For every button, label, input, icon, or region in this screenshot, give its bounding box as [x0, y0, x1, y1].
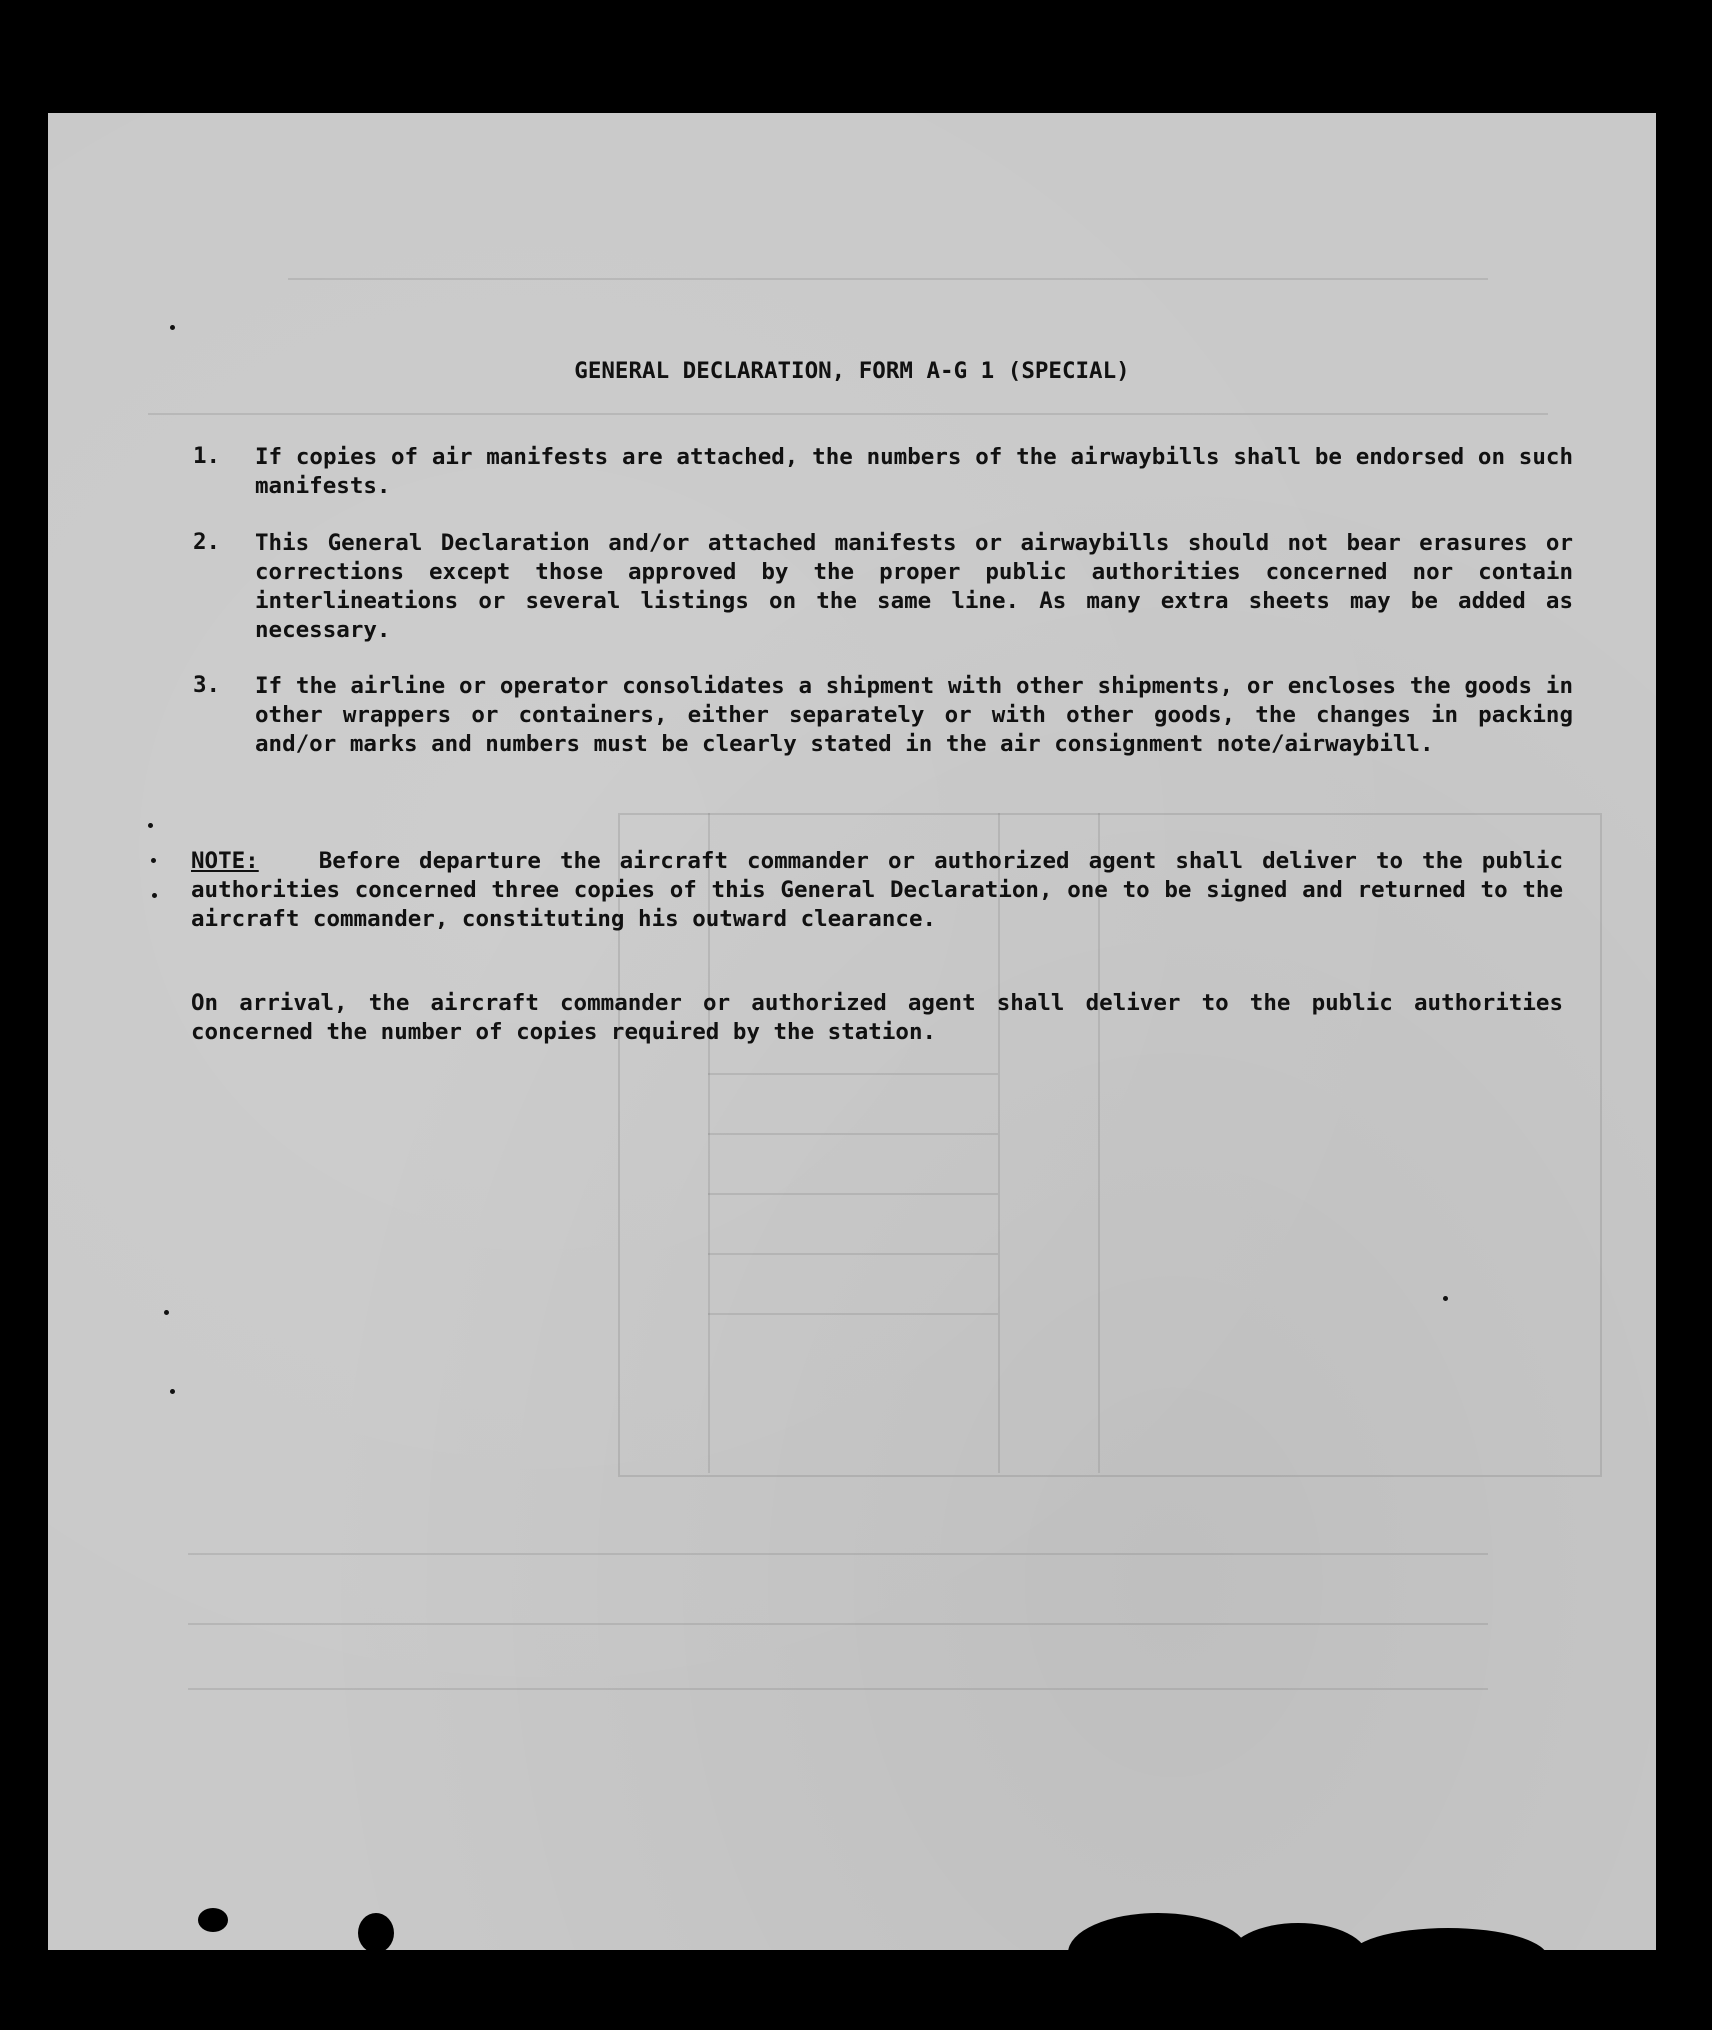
note-label: NOTE: [191, 848, 259, 874]
item-text: This General Declaration and/or attached manifests or airwaybills should not bear erasures or corrections except those approved by the proper public authorities concerned nor contain interlineations or several listings on the same line. As many extra sheets may be added as necessary. [255, 530, 1573, 643]
item-text: If the airline or operator consolidates a shipment with other shipments, or encloses the goods in other wrappers or containers, either separately or with other goods, the changes in packing and/or marks and numbers must be clearly stated in the air consignment note/airwaybill. [255, 673, 1573, 757]
item-number: 3. [193, 672, 221, 698]
declaration-text [48, 113, 1656, 1950]
list-item [193, 529, 1573, 645]
page-title: GENERAL DECLARATION, FORM A-G 1 (SPECIAL) [574, 358, 1130, 384]
list-item [193, 672, 1573, 759]
list-item [193, 443, 1573, 501]
note-text: Before departure the aircraft commander or authorized agent shall deliver to the public authorities concerned three copies of this General Declaration, one to be signed and returned to the aircraft commander, constituting his outward clearance. [191, 848, 1563, 932]
note-paragraph [191, 847, 1563, 934]
item-text: If copies of air manifests are attached, the numbers of the airwaybills shall be endorsed on such manifests. [255, 444, 1573, 499]
arrival-paragraph: On arrival, the aircraft commander or authorized agent shall deliver to the public authorities concerned the number of copies required by the station. [191, 990, 1563, 1045]
document-page [48, 113, 1656, 1950]
item-number: 2. [193, 529, 221, 555]
item-number: 1. [193, 443, 221, 469]
